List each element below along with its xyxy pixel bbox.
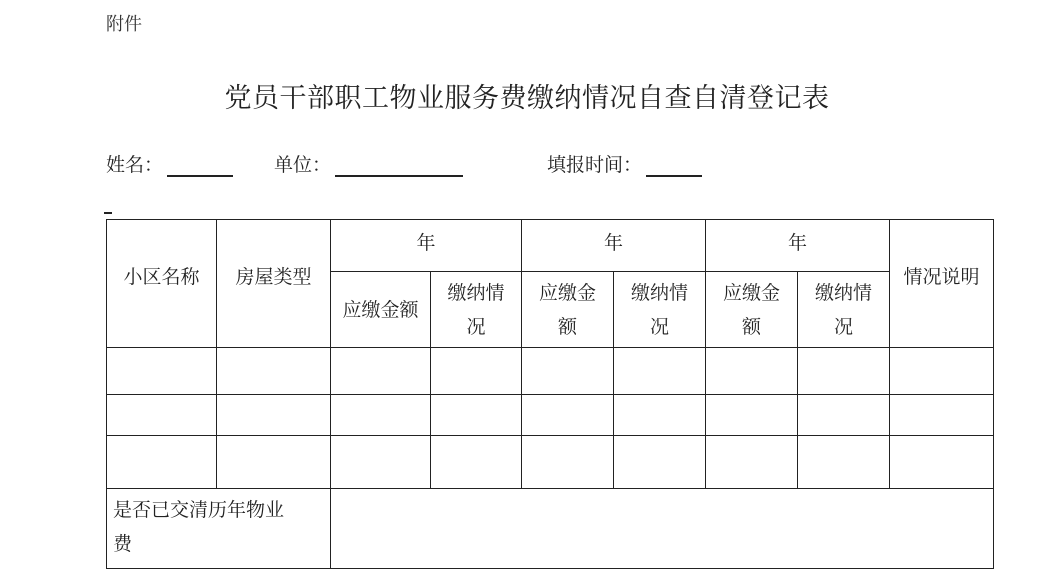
- date-blank-line[interactable]: [646, 153, 702, 177]
- unit-blank-line[interactable]: [335, 153, 463, 177]
- table-row: [107, 395, 994, 436]
- unit-field: [274, 150, 463, 177]
- cell-due-amount-3[interactable]: [706, 395, 798, 436]
- cell-community-name[interactable]: [107, 395, 217, 436]
- header-payment-status-2: 缴纳情 况: [614, 272, 706, 348]
- cell-payment-status-3[interactable]: [798, 348, 890, 395]
- cell-due-amount-2[interactable]: [522, 436, 614, 489]
- table-row: [107, 348, 994, 395]
- header-due-amount-3: 应缴金 额: [706, 272, 798, 348]
- cell-remarks[interactable]: [890, 436, 994, 489]
- date-label: 填报时间：: [547, 154, 643, 176]
- cell-payment-status-3[interactable]: [798, 436, 890, 489]
- name-blank-line[interactable]: [167, 153, 233, 177]
- cell-due-amount-1[interactable]: [331, 395, 431, 436]
- cell-payment-status-3[interactable]: [798, 395, 890, 436]
- cell-payment-status-2[interactable]: [614, 395, 706, 436]
- header-payment-status-1: 缴纳情 况: [431, 272, 522, 348]
- footer-label-cell: 是否已交清历年物业 费: [107, 489, 331, 569]
- footer-answer-cell[interactable]: [331, 489, 994, 569]
- date-field: [547, 150, 702, 177]
- cell-due-amount-2[interactable]: [522, 395, 614, 436]
- header-year-3: 年: [706, 220, 890, 272]
- cell-community-name[interactable]: [107, 348, 217, 395]
- form-title: 党员干部职工物业服务费缴纳情况自查自清登记表: [224, 83, 830, 114]
- cell-house-type[interactable]: [217, 395, 331, 436]
- cell-due-amount-1[interactable]: [331, 436, 431, 489]
- header-year-2: 年: [522, 220, 706, 272]
- cell-house-type[interactable]: [217, 436, 331, 489]
- cell-due-amount-3[interactable]: [706, 436, 798, 489]
- header-row-years: [107, 220, 994, 272]
- cell-due-amount-2[interactable]: [522, 348, 614, 395]
- cell-payment-status-1[interactable]: [431, 436, 522, 489]
- form-fields: [0, 150, 1054, 184]
- header-community-name: 小区名称: [107, 220, 217, 348]
- cell-payment-status-2[interactable]: [614, 436, 706, 489]
- header-payment-status-3: 缴纳情 况: [798, 272, 890, 348]
- cell-remarks[interactable]: [890, 395, 994, 436]
- attachment-label: 附件: [106, 14, 142, 35]
- cell-community-name[interactable]: [107, 436, 217, 489]
- table-row: [107, 436, 994, 489]
- cell-due-amount-3[interactable]: [706, 348, 798, 395]
- name-label: 姓名：: [106, 154, 164, 176]
- unit-label: 单位：: [274, 154, 332, 176]
- header-year-1: 年: [331, 220, 522, 272]
- cell-payment-status-2[interactable]: [614, 348, 706, 395]
- footer-row: [107, 489, 994, 569]
- header-remarks: 情况说明: [890, 220, 994, 348]
- cell-house-type[interactable]: [217, 348, 331, 395]
- registration-table: [106, 219, 994, 569]
- cell-remarks[interactable]: [890, 348, 994, 395]
- name-field: [106, 150, 233, 177]
- header-due-amount-2: 应缴金 额: [522, 272, 614, 348]
- cell-payment-status-1[interactable]: [431, 395, 522, 436]
- cell-due-amount-1[interactable]: [331, 348, 431, 395]
- stray-dash-mark: [104, 212, 112, 214]
- header-house-type: 房屋类型: [217, 220, 331, 348]
- header-due-amount-1: 应缴金额: [331, 272, 431, 348]
- cell-payment-status-1[interactable]: [431, 348, 522, 395]
